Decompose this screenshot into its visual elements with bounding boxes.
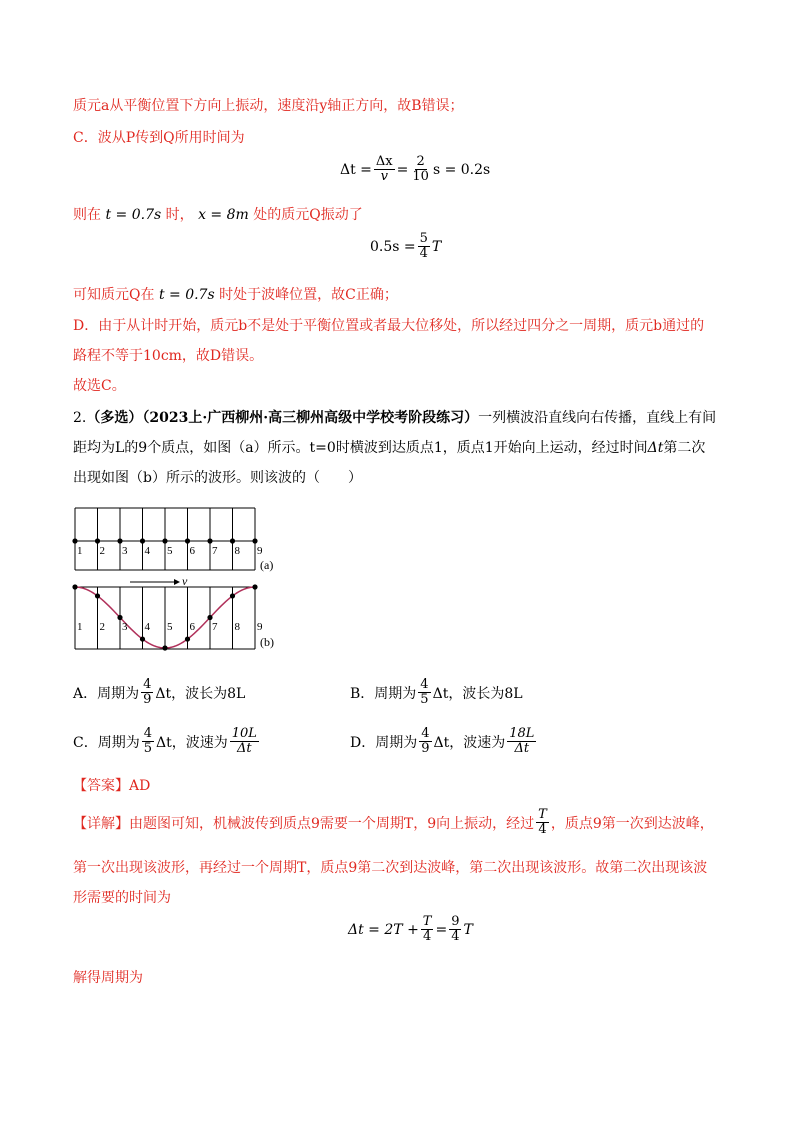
figure-b-point-label: 6	[189, 621, 195, 633]
eq3-equals: =	[435, 921, 448, 938]
option-d-mid: Δt，波速为	[433, 734, 506, 751]
eq3-f1-num: T	[422, 914, 432, 929]
figure-a-point-label: 2	[99, 545, 105, 557]
option-a-prefix: A．周期为	[73, 685, 140, 702]
detail1-part-a: 【详解】由题图可知，机械波传到质点9需要一个周期T，9向上振动，经过	[73, 815, 535, 832]
figure-a-point	[140, 538, 145, 543]
option-c-den: 5	[143, 741, 152, 756]
figure-a-label: (a)	[260, 558, 274, 572]
figure-b-point-label: 5	[167, 621, 173, 633]
eq1-frac1-num: Δx	[375, 154, 393, 169]
eq3-frac2	[449, 915, 461, 944]
option-c-num: 4	[143, 726, 152, 741]
solution-line-2: C．波从P传到Q所用时间为	[73, 130, 245, 146]
option-a[interactable]	[73, 678, 245, 707]
figure-b-grid	[72, 584, 263, 650]
option-b-num: 4	[420, 677, 429, 692]
velocity-arrow	[130, 574, 188, 588]
eq2-frac-num: 5	[419, 231, 428, 246]
figure-b-point	[72, 584, 77, 589]
figure-a-point-label: 3	[122, 545, 128, 557]
figure-b-point-label: 7	[212, 621, 218, 633]
detail-line-3: 形需要的时间为	[73, 890, 171, 906]
question-2-line-1	[73, 408, 716, 428]
question-2-line-3: 出现如图（b）所示的波形。则该波的（ ）	[73, 470, 362, 486]
question-2-line-2	[73, 438, 705, 458]
question-number: 2.	[73, 410, 87, 426]
option-b-mid: Δt，波长为8L	[432, 685, 523, 702]
line3-part-d: x = 8m	[198, 207, 249, 223]
eq1-frac1-den: v	[380, 169, 388, 184]
option-d-frac	[419, 727, 431, 756]
solution-line-5: D．由于从计时开始，质元b不是处于平衡位置或者最大位移处，所以经过四分之一周期，质元b通过的	[73, 318, 705, 334]
figure-a-point	[95, 538, 100, 543]
equation-half-second	[370, 232, 441, 261]
figure-a-point	[72, 538, 77, 543]
figure-b-point	[117, 615, 122, 620]
option-c-frac	[142, 727, 154, 756]
eq1-lhs: Δt =	[340, 161, 372, 178]
answer-line: 【答案】AD	[73, 778, 151, 794]
option-c[interactable]	[73, 727, 261, 756]
figure-a-point-label: 5	[167, 545, 173, 557]
option-d-frac2	[507, 727, 536, 756]
detail1-den: 4	[538, 822, 547, 837]
eq3-tail: T	[463, 921, 473, 938]
eq3-f2-den: 4	[451, 929, 460, 944]
eq3-f2-num: 9	[451, 914, 460, 929]
question-tag: （多选）	[86, 410, 143, 426]
eq1-frac1	[374, 155, 395, 184]
figure-a-point	[207, 538, 212, 543]
eq1-tail: s = 0.2s	[432, 161, 491, 178]
figure-a-point	[230, 538, 235, 543]
figure-b-point-label: 9	[257, 621, 263, 633]
option-b-den: 5	[420, 692, 429, 707]
eq1-frac2-den: 10	[412, 169, 429, 184]
option-c-frac2	[230, 727, 259, 756]
eq1-frac2	[410, 155, 431, 184]
line3-part-a: 则在	[73, 207, 101, 223]
eq3-f1-den: 4	[422, 929, 432, 944]
option-c-num2: 10L	[231, 726, 257, 741]
question-source: （2023上·广西柳州·高三柳州高级中学校考阶段练习）	[142, 410, 479, 426]
eq1-frac2-num: 2	[416, 154, 425, 169]
figure-a-point-label: 9	[257, 545, 263, 557]
option-c-prefix: C．周期为	[73, 734, 140, 751]
option-d-den: 9	[421, 741, 430, 756]
option-d-num: 4	[421, 726, 430, 741]
option-d-prefix: D．周期为	[350, 734, 418, 751]
option-a-mid: Δt，波长为8L	[155, 685, 246, 702]
wave-figure	[70, 505, 300, 660]
option-b[interactable]	[350, 678, 523, 707]
option-a-num: 4	[143, 677, 152, 692]
line3-part-b: t = 0.7s	[105, 207, 162, 223]
option-c-mid: Δt，波速为	[156, 734, 228, 751]
figure-a-point	[185, 538, 190, 543]
figure-b-point	[207, 615, 212, 620]
solution-line-3	[73, 205, 363, 225]
figure-b-point	[252, 584, 257, 589]
figure-b-point	[162, 645, 167, 650]
equation-second-wave	[348, 915, 473, 944]
option-d-den2: Δt	[514, 741, 530, 756]
eq2-frac	[418, 232, 430, 261]
figure-b-point-label: 1	[77, 621, 83, 633]
solution-line-4	[73, 285, 398, 305]
option-a-frac	[141, 678, 153, 707]
figure-b-label: (b)	[260, 635, 274, 649]
eq2-lhs: 0.5s =	[370, 238, 416, 255]
option-c-den2: Δt	[237, 741, 252, 756]
eq1-equals: =	[396, 161, 409, 178]
figure-a-point-label: 6	[189, 545, 195, 557]
figure-b-point	[185, 636, 190, 641]
question-stem-1: 一列横波沿直线向右传播，直线上有间	[478, 410, 717, 426]
figure-b-point	[230, 593, 235, 598]
detail1-frac	[536, 808, 549, 837]
question-stem-2c: 第二次	[663, 440, 706, 456]
detail-line-1	[73, 808, 714, 837]
option-d-num2: 18L	[509, 726, 535, 741]
option-a-den: 9	[143, 692, 152, 707]
figure-a-point-label: 8	[234, 545, 240, 557]
line3-part-e: 处的质元Q振动了	[253, 207, 363, 223]
figure-a-point	[162, 538, 167, 543]
figure-a-point-label: 4	[144, 545, 150, 557]
option-d[interactable]	[350, 727, 538, 756]
question-stem-2a: 距均为L的9个质点，如图（a）所示。t=0时横波到达质点1，质点1开始向上运动，经过时间	[73, 440, 648, 456]
figure-a-grid	[72, 508, 263, 570]
line3-part-c: 时，	[165, 207, 194, 223]
option-b-prefix: B．周期为	[350, 685, 417, 702]
line4-part-a: 可知质元Q在	[73, 287, 155, 303]
line4-part-b: t = 0.7s	[158, 287, 215, 303]
solution-line-6: 路程不等于10cm，故D错误。	[73, 348, 264, 364]
figure-b-point-label: 4	[144, 621, 150, 633]
figure-b-point	[95, 593, 100, 598]
detail1-part-b: ，质点9第一次到达波峰，	[550, 815, 714, 832]
solution-line-7: 故选C。	[73, 378, 126, 394]
detail1-num: T	[538, 807, 547, 822]
line4-part-c: 时处于波峰位置，故C正确；	[219, 287, 398, 303]
option-b-frac	[418, 678, 430, 707]
figure-a-point-label: 1	[77, 545, 83, 557]
figure-b-point	[140, 636, 145, 641]
figure-a-point	[117, 538, 122, 543]
eq2-frac-den: 4	[419, 246, 428, 261]
figure-a-point-label: 7	[212, 545, 218, 557]
detail-line-4: 解得周期为	[73, 970, 143, 986]
eq3-frac1	[421, 915, 434, 944]
question-stem-2b: Δt	[647, 440, 664, 456]
figure-a-point	[252, 538, 257, 543]
equation-delta-t	[340, 155, 490, 184]
velocity-label: v	[182, 574, 188, 588]
detail-line-2: 第一次出现该波形，再经过一个周期T，质点9第二次到达波峰，第二次出现该波形。故第二次出现该波	[73, 860, 708, 876]
solution-line-1: 质元a从平衡位置下方向上振动，速度沿y轴正方向，故B错误；	[73, 98, 464, 114]
eq3-lhs: Δt = 2T +	[348, 921, 419, 938]
figure-b-point-label: 2	[99, 621, 105, 633]
eq2-tail: T	[431, 238, 442, 255]
figure-b-point-label: 3	[122, 621, 128, 633]
figure-b-point-label: 8	[234, 621, 240, 633]
